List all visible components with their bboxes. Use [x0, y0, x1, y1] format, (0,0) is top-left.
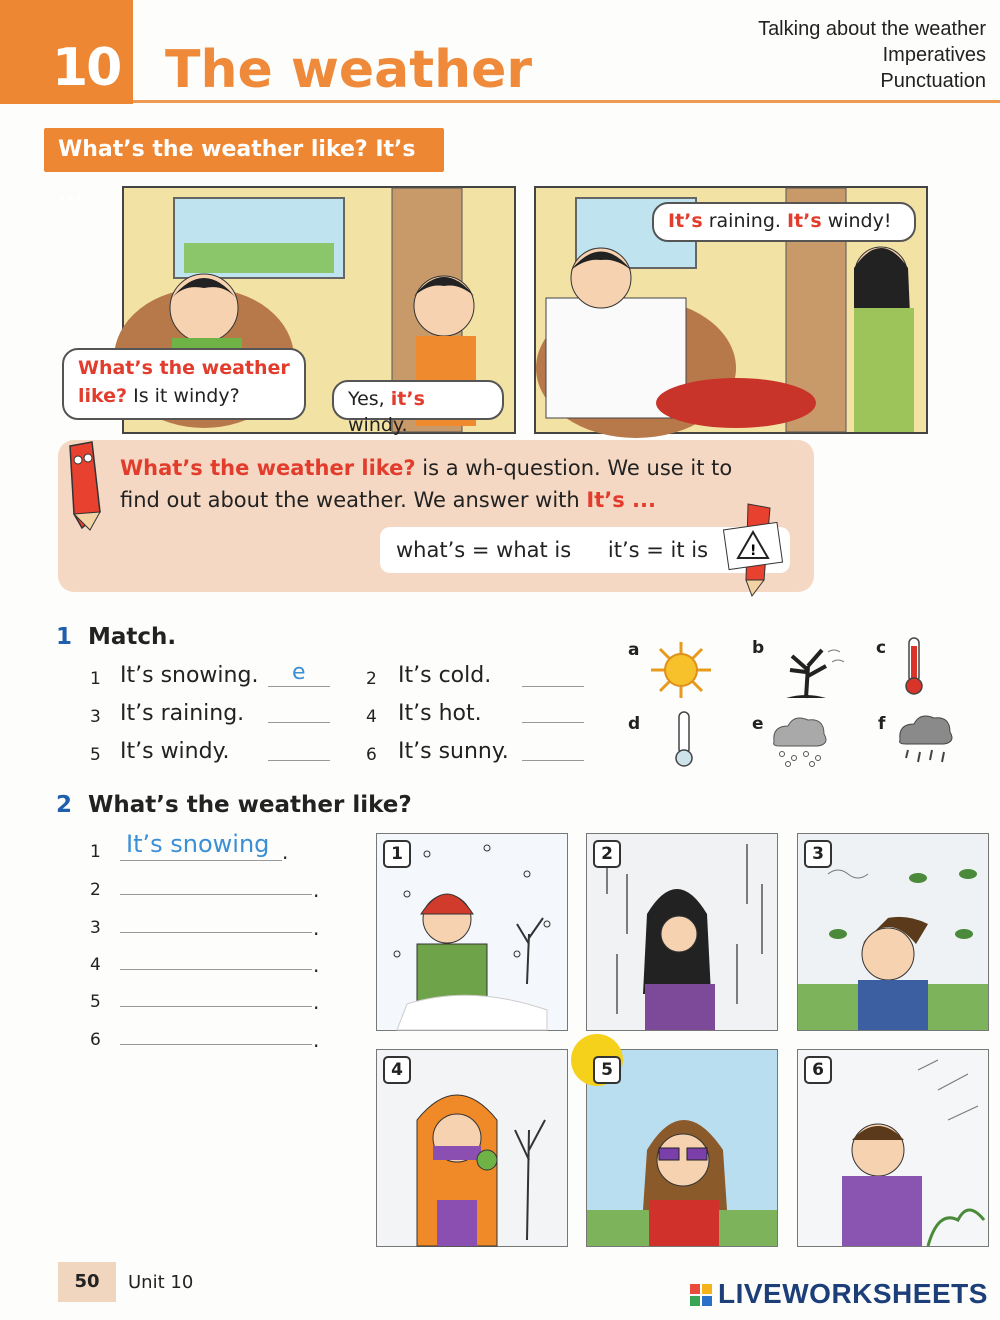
comic-panel-2	[534, 186, 928, 434]
header-rule	[133, 100, 1000, 103]
bubble-mother-text-1: raining.	[702, 210, 787, 232]
match-item-num: 2	[366, 669, 377, 689]
bubble-answer-pre: Yes,	[348, 388, 391, 410]
answer-period: .	[282, 840, 289, 864]
match-answer-line[interactable]	[268, 686, 330, 687]
sun-icon	[646, 640, 716, 700]
photo-number: 4	[383, 1056, 411, 1084]
answer-line-number: 1	[90, 842, 101, 862]
match-item-text: It’s raining.	[120, 701, 245, 726]
photo-number: 1	[383, 840, 411, 868]
bubble-answer-red: it’s	[390, 388, 425, 410]
weather-photo-windy	[797, 833, 989, 1031]
exercise-2-number: 2	[56, 792, 73, 818]
photo-number: 5	[593, 1056, 621, 1084]
answer-line-number: 2	[90, 880, 101, 900]
picture-letter: b	[752, 638, 765, 658]
unit-number: 10	[52, 38, 121, 98]
written-answer[interactable]: It’s snowing	[126, 830, 270, 858]
windy-tree-icon	[766, 636, 852, 700]
match-item-text: It’s cold.	[398, 663, 492, 688]
liveworksheets-logo[interactable]: LIVEWORKSHEETS	[718, 1278, 988, 1309]
bubble-mother-red-2: It’s	[786, 210, 822, 232]
picture-letter: a	[628, 640, 640, 660]
answer-line[interactable]	[120, 1044, 312, 1045]
match-item-text: It’s windy.	[120, 739, 230, 764]
contraction-its: it’s = it is	[607, 538, 709, 562]
match-answer-line[interactable]	[268, 760, 330, 761]
picture-letter: d	[628, 714, 641, 734]
speech-bubble-mother	[652, 202, 916, 242]
cold-thermometer-icon	[670, 710, 698, 768]
bubble-mother-red-1: It’s	[668, 210, 703, 232]
answer-period: .	[313, 953, 320, 977]
bubble-question-rest: Is it windy?	[127, 385, 240, 407]
pencil-mascot-icon	[52, 432, 112, 532]
bubble-mother-text-2: windy!	[821, 210, 892, 232]
rain-cloud-icon	[892, 710, 958, 768]
match-item-num: 5	[90, 745, 101, 765]
match-item-num: 1	[90, 669, 101, 689]
photo-number: 6	[804, 1056, 832, 1084]
snow-cloud-icon	[766, 712, 832, 768]
match-item-text: It’s sunny.	[398, 739, 509, 764]
match-answer-line[interactable]	[268, 722, 330, 723]
weather-photo-cold	[376, 1049, 568, 1247]
answer-period: .	[313, 878, 320, 902]
answer-line[interactable]	[120, 894, 312, 895]
liveworksheets-logo-icon	[690, 1284, 714, 1308]
warning-pencil-icon	[718, 500, 788, 600]
answer-line[interactable]	[120, 932, 312, 933]
exercise-1-number: 1	[56, 624, 73, 650]
picture-letter: f	[878, 714, 886, 734]
topic-3: Punctuation	[880, 70, 986, 92]
weather-photo-raining	[586, 833, 778, 1031]
picture-letter: e	[752, 714, 764, 734]
unit-title: The weather	[165, 40, 533, 100]
weather-photo-snowing	[376, 833, 568, 1031]
answer-period: .	[313, 990, 320, 1014]
bubble-answer-post: windy.	[348, 414, 408, 436]
answer-line-number: 4	[90, 955, 101, 975]
match-answer[interactable]: e	[292, 660, 306, 685]
match-answer-line[interactable]	[522, 686, 584, 687]
match-item-num: 4	[366, 707, 377, 727]
answer-line-number: 5	[90, 992, 101, 1012]
grammar-wh-question: What’s the weather like?	[120, 456, 416, 480]
match-answer-line[interactable]	[522, 722, 584, 723]
weather-photo-hot	[797, 1049, 989, 1247]
section-tag: What’s the weather like? It’s ...	[44, 128, 444, 172]
picture-letter: c	[876, 638, 887, 658]
answer-line[interactable]	[120, 860, 282, 861]
bubble-question-red: What’s the weather like?	[78, 357, 290, 407]
footer-unit-label: Unit 10	[128, 1272, 194, 1293]
exercise-1-title: Match.	[88, 624, 177, 650]
match-item-num: 6	[366, 745, 377, 765]
contraction-whats: what’s = what is	[396, 538, 572, 562]
speech-bubble-answer	[332, 380, 504, 436]
match-item-text: It’s snowing.	[120, 663, 259, 688]
answer-period: .	[313, 1028, 320, 1052]
photo-number: 2	[593, 840, 621, 868]
match-item-text: It’s hot.	[398, 701, 482, 726]
match-answer-line[interactable]	[522, 760, 584, 761]
match-item-num: 3	[90, 707, 101, 727]
grammar-its: It’s ...	[586, 488, 656, 512]
exercise-2-title: What’s the weather like?	[88, 792, 412, 818]
page-number: 50	[58, 1262, 116, 1302]
weather-photo-sunny	[586, 1049, 778, 1247]
grammar-explanation	[120, 452, 760, 516]
answer-line[interactable]	[120, 969, 312, 970]
answer-line[interactable]	[120, 1006, 312, 1007]
answer-period: .	[313, 916, 320, 940]
answer-line-number: 3	[90, 918, 101, 938]
grammar-explanation-text: is a wh-question. We use it to find out about the weather. We answer with	[120, 456, 733, 512]
photo-number: 3	[804, 840, 832, 868]
svg-text:!: !	[750, 543, 757, 559]
answer-line-number: 6	[90, 1030, 101, 1050]
comic-panel-1	[78, 186, 516, 436]
hot-thermometer-icon	[900, 636, 928, 696]
topic-2: Imperatives	[882, 44, 986, 66]
speech-bubble-question	[62, 348, 306, 420]
topic-1: Talking about the weather	[758, 18, 986, 40]
